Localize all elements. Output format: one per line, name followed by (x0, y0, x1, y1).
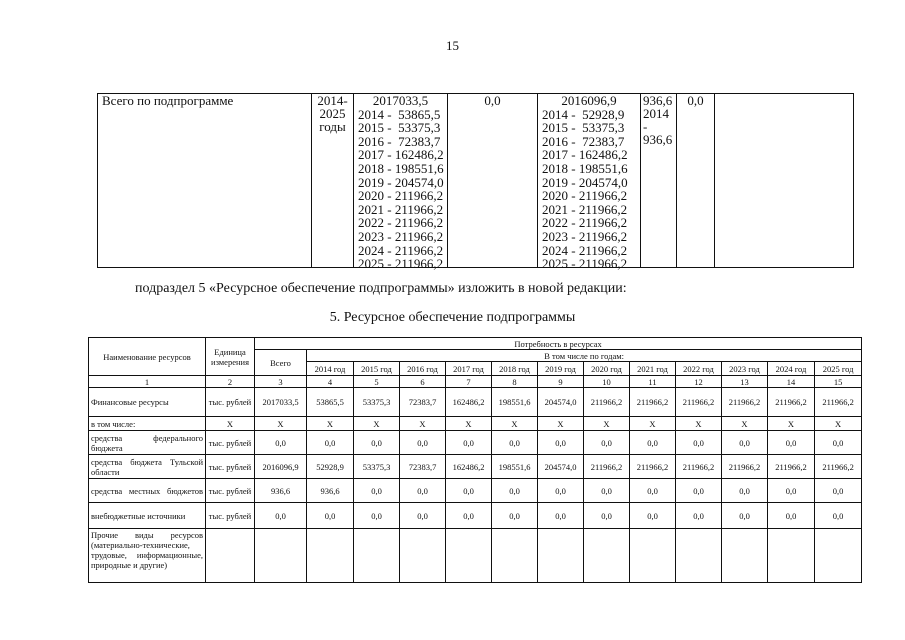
summary-total-year-row: 2021 - 211966,2 (358, 201, 444, 217)
row-value: Х (492, 417, 538, 431)
column-number: 4 (307, 376, 354, 388)
row-value: 0,0 (630, 431, 676, 455)
row-value: Х (722, 417, 768, 431)
summary-total-year-row: 2015 - 53375,3 (358, 120, 441, 136)
row-value: 0,0 (400, 431, 446, 455)
row-unit: тыс. рублей (206, 479, 255, 503)
row-value: 0,0 (676, 479, 722, 503)
empty-cell (722, 529, 768, 583)
table-row (89, 455, 862, 479)
row-value: 0,0 (307, 503, 354, 529)
summary-extra: 0,0 (677, 94, 715, 267)
row-value: 0,0 (815, 503, 862, 529)
row-value: 53865,5 (307, 388, 354, 417)
row-value: 0,0 (676, 431, 722, 455)
table-row (89, 529, 862, 583)
row-value: 0,0 (354, 431, 400, 455)
summary-regional-year-row: 2016 - 72383,7 (542, 133, 625, 149)
row-value: 0,0 (492, 503, 538, 529)
summary-regional-year-row: 2018 - 198551,6 (542, 160, 628, 176)
row-value: 72383,7 (400, 388, 446, 417)
table-row (89, 417, 862, 431)
column-number: 7 (446, 376, 492, 388)
summary-total-year-row: 2017 - 162486,2 (358, 147, 444, 163)
summary-total-year-row: 2024 - 211966,2 (358, 242, 444, 258)
row-value: 0,0 (400, 479, 446, 503)
summary-local-line: 936,6 (643, 132, 673, 147)
row-unit: тыс. рублей (206, 431, 255, 455)
header-year: 2022 год (676, 362, 722, 376)
row-value: 0,0 (538, 503, 584, 529)
row-value: 0,0 (446, 503, 492, 529)
row-unit: тыс. рублей (206, 455, 255, 479)
row-value: 0,0 (584, 479, 630, 503)
summary-regional-year-row: 2020 - 211966,2 (542, 188, 628, 204)
header-year: 2024 год (768, 362, 815, 376)
empty-cell (206, 529, 255, 583)
header-year: 2023 год (722, 362, 768, 376)
empty-cell (354, 529, 400, 583)
row-value: 0,0 (630, 503, 676, 529)
row-resource-name: Финансовые ресурсы (89, 388, 206, 417)
header-need: Потребность в ресурсах (255, 338, 862, 350)
empty-cell (446, 529, 492, 583)
row-resource-name: в том числе: (89, 417, 206, 431)
row-value: 162486,2 (446, 455, 492, 479)
column-number: 2 (206, 376, 255, 388)
row-value: Х (676, 417, 722, 431)
row-other-resources: Прочие виды ресурсов (материально-технические, трудовые, информационные, природные и другие) (89, 529, 206, 583)
row-value: Х (768, 417, 815, 431)
summary-years (312, 94, 354, 267)
row-value: 53375,3 (354, 455, 400, 479)
table-row (89, 479, 862, 503)
header-year: 2016 год (400, 362, 446, 376)
row-value: Х (815, 417, 862, 431)
summary-total-year-row: 2016 - 72383,7 (358, 133, 441, 149)
row-value: 0,0 (492, 431, 538, 455)
row-unit: тыс. рублей (206, 388, 255, 417)
row-resource-name: средства федерального бюджета (89, 431, 206, 455)
row-value: 211966,2 (676, 388, 722, 417)
row-value: 0,0 (815, 431, 862, 455)
summary-years-line: годы (319, 119, 346, 134)
row-value: 0,0 (538, 479, 584, 503)
column-number: 8 (492, 376, 538, 388)
header-year: 2018 год (492, 362, 538, 376)
summary-regional-year-row: 2025 - 211966,2 (542, 256, 628, 272)
section-title: 5. Ресурсное обеспечение подпрограммы (329, 310, 576, 325)
row-value: Х (630, 417, 676, 431)
summary-name: Всего по подпрограмме (98, 94, 312, 267)
empty-cell (307, 529, 354, 583)
summary-federal: 0,0 (448, 94, 538, 267)
summary-local-line: 2014 - (643, 106, 669, 134)
header-year: 2014 год (307, 362, 354, 376)
row-value: 936,6 (255, 479, 307, 503)
header-resource-name: Наименование ресурсов (89, 338, 206, 376)
summary-local (641, 94, 677, 267)
row-value: 0,0 (815, 479, 862, 503)
row-value: 0,0 (584, 431, 630, 455)
summary-regional-year-row: 2017 - 162486,2 (542, 147, 628, 163)
row-value: 211966,2 (676, 455, 722, 479)
row-resource-name: средства местных бюджетов (89, 479, 206, 503)
column-number: 14 (768, 376, 815, 388)
row-unit: Х (206, 417, 255, 431)
subprogram-summary-table (97, 93, 854, 272)
amendment-paragraph: подраздел 5 «Ресурсное обеспечение подпрограммы» изложить в новой редакции: (135, 281, 627, 296)
row-value: 211966,2 (815, 388, 862, 417)
row-value: 0,0 (354, 503, 400, 529)
row-value: 211966,2 (630, 388, 676, 417)
row-resource-name: внебюджетные источники (89, 503, 206, 529)
empty-cell (630, 529, 676, 583)
summary-total-year-row: 2019 - 204574,0 (358, 174, 444, 190)
row-value: 204574,0 (538, 455, 584, 479)
row-value: 0,0 (722, 479, 768, 503)
summary-empty-cell (715, 94, 855, 267)
table-row (89, 503, 862, 529)
summary-total-year-row: 2020 - 211966,2 (358, 188, 444, 204)
summary-total-year-row: 2022 - 211966,2 (358, 215, 444, 231)
summary-total (354, 93, 448, 272)
row-value: 52928,9 (307, 455, 354, 479)
summary-regional-year-row: 2014 - 52928,9 (542, 106, 625, 122)
empty-cell (400, 529, 446, 583)
row-value: 0,0 (768, 431, 815, 455)
row-unit: тыс. рублей (206, 503, 255, 529)
column-number: 11 (630, 376, 676, 388)
row-value: 211966,2 (722, 455, 768, 479)
summary-local-line: 936,6 (643, 93, 673, 108)
row-value: 0,0 (722, 503, 768, 529)
row-value: 211966,2 (722, 388, 768, 417)
row-value: 0,0 (492, 479, 538, 503)
row-value: 0,0 (768, 479, 815, 503)
row-value: Х (255, 417, 307, 431)
row-value: 211966,2 (768, 455, 815, 479)
summary-regional-head: 2016096,9 (561, 93, 617, 108)
page-number: 15 (446, 38, 459, 53)
row-value: 0,0 (307, 431, 354, 455)
row-resource-name: средства бюджета Тульской области (89, 455, 206, 479)
row-value: 936,6 (307, 479, 354, 503)
header-year: 2025 год (815, 362, 862, 376)
column-number: 9 (538, 376, 584, 388)
row-value: Х (584, 417, 630, 431)
header-year: 2020 год (584, 362, 630, 376)
row-value: 0,0 (630, 479, 676, 503)
row-value: 0,0 (584, 503, 630, 529)
row-value: 211966,2 (815, 455, 862, 479)
row-value: 198551,6 (492, 455, 538, 479)
row-value: 0,0 (538, 431, 584, 455)
row-value: 0,0 (255, 431, 307, 455)
column-number: 12 (676, 376, 722, 388)
column-number: 15 (815, 376, 862, 388)
row-value: 198551,6 (492, 388, 538, 417)
row-value: 0,0 (354, 479, 400, 503)
row-value: 211966,2 (584, 388, 630, 417)
summary-regional-year-row: 2023 - 211966,2 (542, 228, 628, 244)
empty-cell (815, 529, 862, 583)
row-value: 0,0 (676, 503, 722, 529)
header-year: 2017 год (446, 362, 492, 376)
summary-total-year-row: 2025 - 211966,2 (358, 256, 444, 272)
header-unit: Единица измерения (206, 338, 255, 376)
column-number: 3 (255, 376, 307, 388)
row-value: Х (400, 417, 446, 431)
row-value: 211966,2 (584, 455, 630, 479)
empty-cell (584, 529, 630, 583)
resource-table (88, 337, 862, 583)
summary-regional-year-row: 2015 - 53375,3 (542, 120, 625, 136)
row-value: Х (307, 417, 354, 431)
summary-regional-year-row: 2019 - 204574,0 (542, 174, 628, 190)
summary-regional-year-row: 2021 - 211966,2 (542, 201, 628, 217)
summary-regional-year-row: 2024 - 211966,2 (542, 242, 628, 258)
row-value: 2017033,5 (255, 388, 307, 417)
row-value: 72383,7 (400, 455, 446, 479)
row-value: 0,0 (768, 503, 815, 529)
summary-regional (538, 93, 641, 272)
summary-years-line: 2025 (319, 106, 346, 121)
summary-total-year-row: 2018 - 198551,6 (358, 160, 444, 176)
row-value: 0,0 (255, 503, 307, 529)
summary-total-head: 2017033,5 (372, 93, 429, 108)
row-value: Х (446, 417, 492, 431)
row-value: 162486,2 (446, 388, 492, 417)
empty-cell (255, 529, 307, 583)
header-year: 2021 год (630, 362, 676, 376)
summary-total-year-row: 2023 - 211966,2 (358, 228, 444, 244)
summary-years-line: 2014- (317, 93, 348, 108)
row-value: 211966,2 (768, 388, 815, 417)
column-number: 5 (354, 376, 400, 388)
header-total: Всего (255, 350, 307, 376)
row-value: Х (538, 417, 584, 431)
column-number: 6 (400, 376, 446, 388)
row-value: 0,0 (722, 431, 768, 455)
header-year: 2019 год (538, 362, 584, 376)
row-value: 204574,0 (538, 388, 584, 417)
table-row (89, 431, 862, 455)
table-row (89, 388, 862, 417)
summary-regional-year-row: 2022 - 211966,2 (542, 215, 628, 231)
empty-cell (538, 529, 584, 583)
empty-cell (768, 529, 815, 583)
row-value: Х (354, 417, 400, 431)
header-by-years: В том числе по годам: (307, 350, 862, 362)
column-number: 13 (722, 376, 768, 388)
row-value: 0,0 (446, 431, 492, 455)
row-value: 0,0 (400, 503, 446, 529)
empty-cell (676, 529, 722, 583)
header-year: 2015 год (354, 362, 400, 376)
column-number: 10 (584, 376, 630, 388)
row-value: 2016096,9 (255, 455, 307, 479)
row-value: 53375,3 (354, 388, 400, 417)
row-value: 211966,2 (630, 455, 676, 479)
empty-cell (492, 529, 538, 583)
column-number: 1 (89, 376, 206, 388)
row-value: 0,0 (446, 479, 492, 503)
summary-total-year-row: 2014 - 53865,5 (358, 106, 441, 122)
